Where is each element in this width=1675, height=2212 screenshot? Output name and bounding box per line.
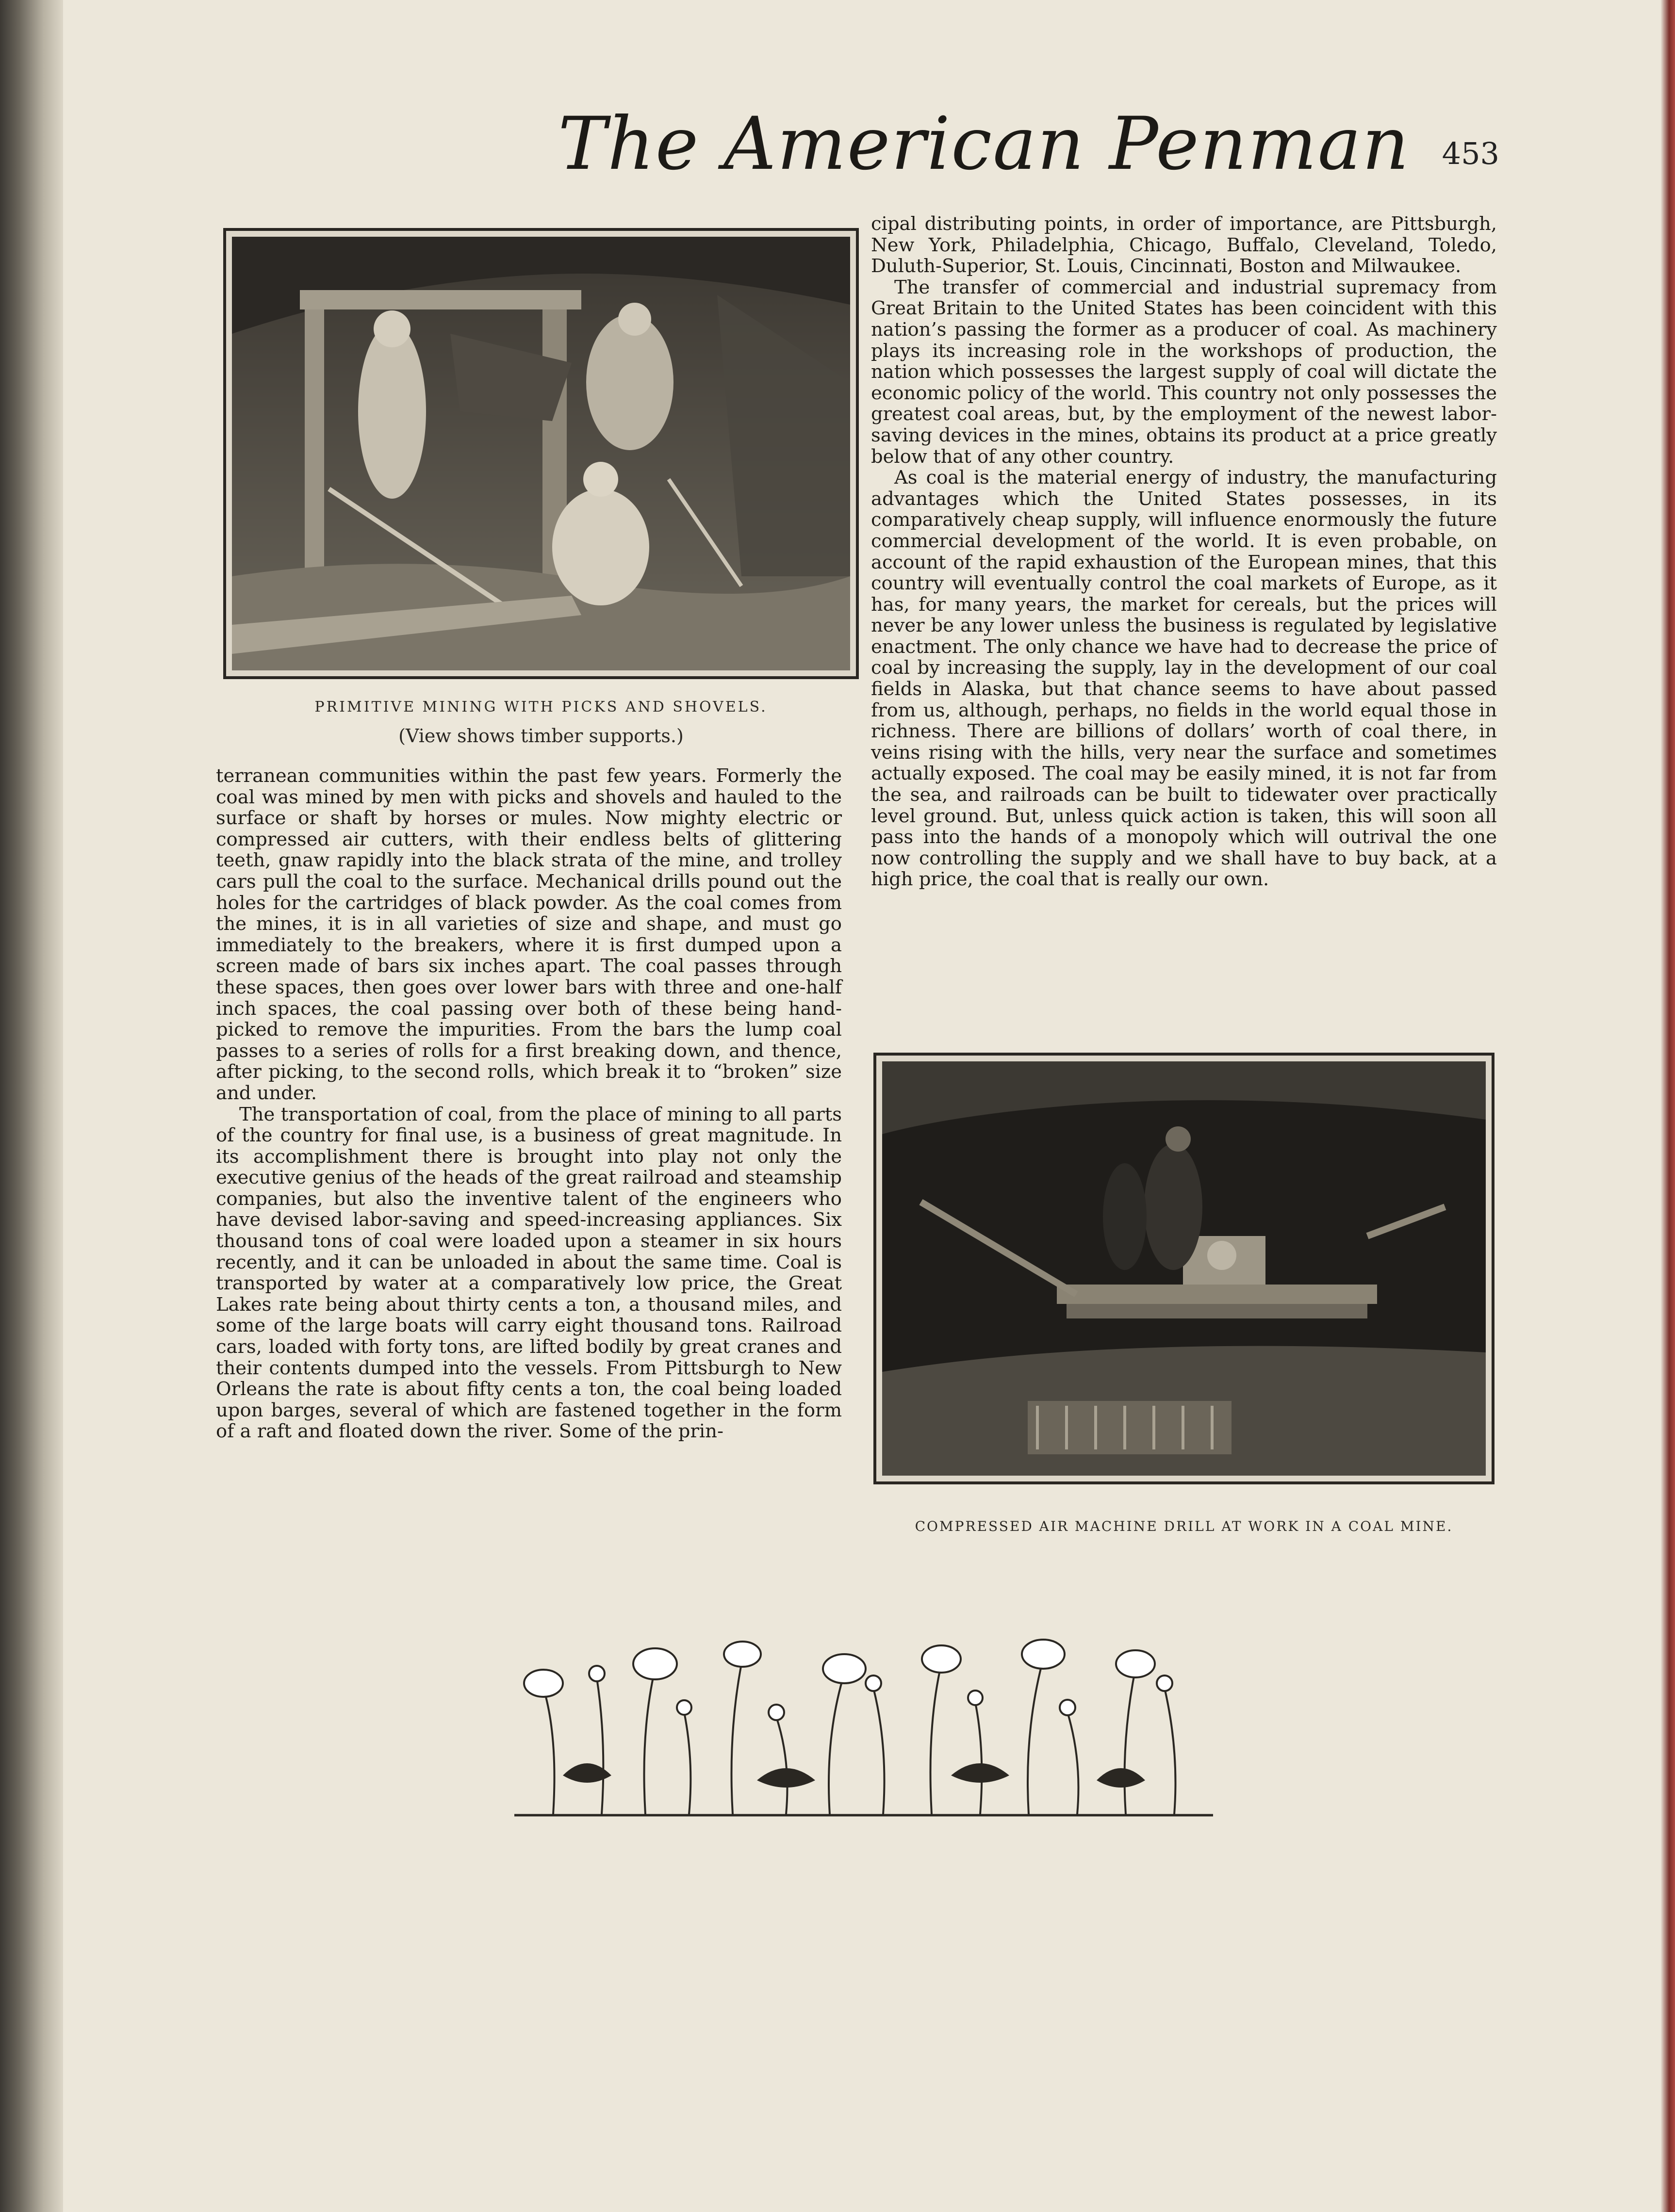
book-spine-shadow	[0, 0, 63, 2212]
left-paragraph-1: terranean communities within the past few years. Formerly the coal was mined by men with picks and shovels and hauled to the surface or shaft by horses or mules. Now mighty electric or compressed air cutters, with their endless belts of glittering teeth, gnaw rapidly into the black strata of the mine, and trolley cars pull the coal to the surface. Mechanical drills pound out the holes for the cartridges of black powder. As the coal comes from the mines, it is in all varieties of size and shape, and must go immediately to the breakers, where it is first dumped upon a screen made of bars six inches apart. The coal passes through these spaces, then goes over lower bars with three and one-half inch spaces, the coal passing over both of these being hand-picked to remove the impurities. From the bars the lump coal passes to a series of rolls for a first breaking down, and thence, after picking, to the second rolls, which break it to “broken” size and under.	[216, 765, 842, 1104]
left-paragraph-2: The transportation of coal, from the place of mining to all parts of the country for final use, is a business of great magnitude. In its accomplishment there is brought into play not only the executive genius of the heads of the great railroad and steamship companies, but also the inventive talent of the engineers who have devised labor-saving and speed-increasing appliances. Six thousand tons of coal were loaded upon a steamer in six hours recently, and it can be unloaded in about the same time. Coal is transported by water at a comparatively low price, the Great Lakes rate being about thirty cents a ton, a thousand miles, and some of the large boats will carry eight thousand tons. Railroad cars, loaded with forty tons, are lifted bodily by great cranes and their contents dumped into the vessels. From Pittsburgh to New Orleans the rate is about fifty cents a ton, the coal being loaded upon barges, several of which are fastened together in the form of a raft and floated down the river. Some of the prin-	[216, 1103, 842, 1443]
left-column	[216, 765, 842, 1442]
masthead: The American Penman	[558, 102, 1410, 186]
right-column	[871, 213, 1497, 890]
mining-illustration	[223, 228, 859, 679]
poppy-flowers-ornament	[514, 1615, 1213, 1819]
right-paragraph-3: As coal is the material energy of industry, the manufacturing advantages which the United States possesses, in its comparatively cheap supply, will influence enormously the future commercial development of the world. It is even probable, on account of the rapid exhaustion of the European mines, that this country will eventually control the coal markets of Europe, as it has, for many years, the market for cereals, but the prices will never be any lower unless the business is regulated by legislative enactment. The only chance we have had to decrease the price of coal by increasing the supply, lay in the development of our coal fields in Alaska, but that chance seems to have about passed from us, although, perhaps, no fields in the world equal those in richness. There are billions of dollars’ worth of coal there, in veins rising with the hills, very near the surface and sometimes actually exposed. The coal may be easily mined, it is not far from the sea, and railroads can be built to tidewater over practically level ground. But, unless quick action is taken, this will soon all pass into the hands of a monopoly which will outrival the one now controlling the supply and we shall have to buy back, at a high price, the coal that is really our own.	[871, 467, 1497, 891]
right-paragraph-2: The transfer of commercial and industrial supremacy from Great Britain to the United States has been coincident with this nation’s passing the former as a producer of coal. As machinery plays its increasing role in the workshops of production, the nation which possesses the largest supply of coal will dictate the economic policy of the world. This country not only possesses the greatest coal areas, but, by the employment of the newest labor-saving devices in the mines, obtains its product at a price greatly below that of any other country.	[871, 276, 1497, 468]
page-edge	[1660, 0, 1675, 2212]
mining-illustration-icon	[232, 237, 850, 670]
right-paragraph-1: cipal distributing points, in order of importance, are Pittsburgh, New York, Philadelphia, Chicago, Buffalo, Cleveland, Toledo, Duluth-Superior, St. Louis, Cincinnati, Boston and Milwaukee.	[871, 213, 1497, 277]
drill-photo	[873, 1053, 1494, 1484]
top-figure-caption: PRIMITIVE MINING WITH PICKS AND SHOVELS.	[314, 699, 768, 716]
top-figure-subcaption: (View shows timber supports.)	[398, 725, 684, 747]
bottom-figure-caption: COMPRESSED AIR MACHINE DRILL AT WORK IN A COAL MINE.	[915, 1518, 1453, 1534]
page-number: 453	[1442, 136, 1499, 171]
drill-photo-icon	[882, 1061, 1486, 1476]
